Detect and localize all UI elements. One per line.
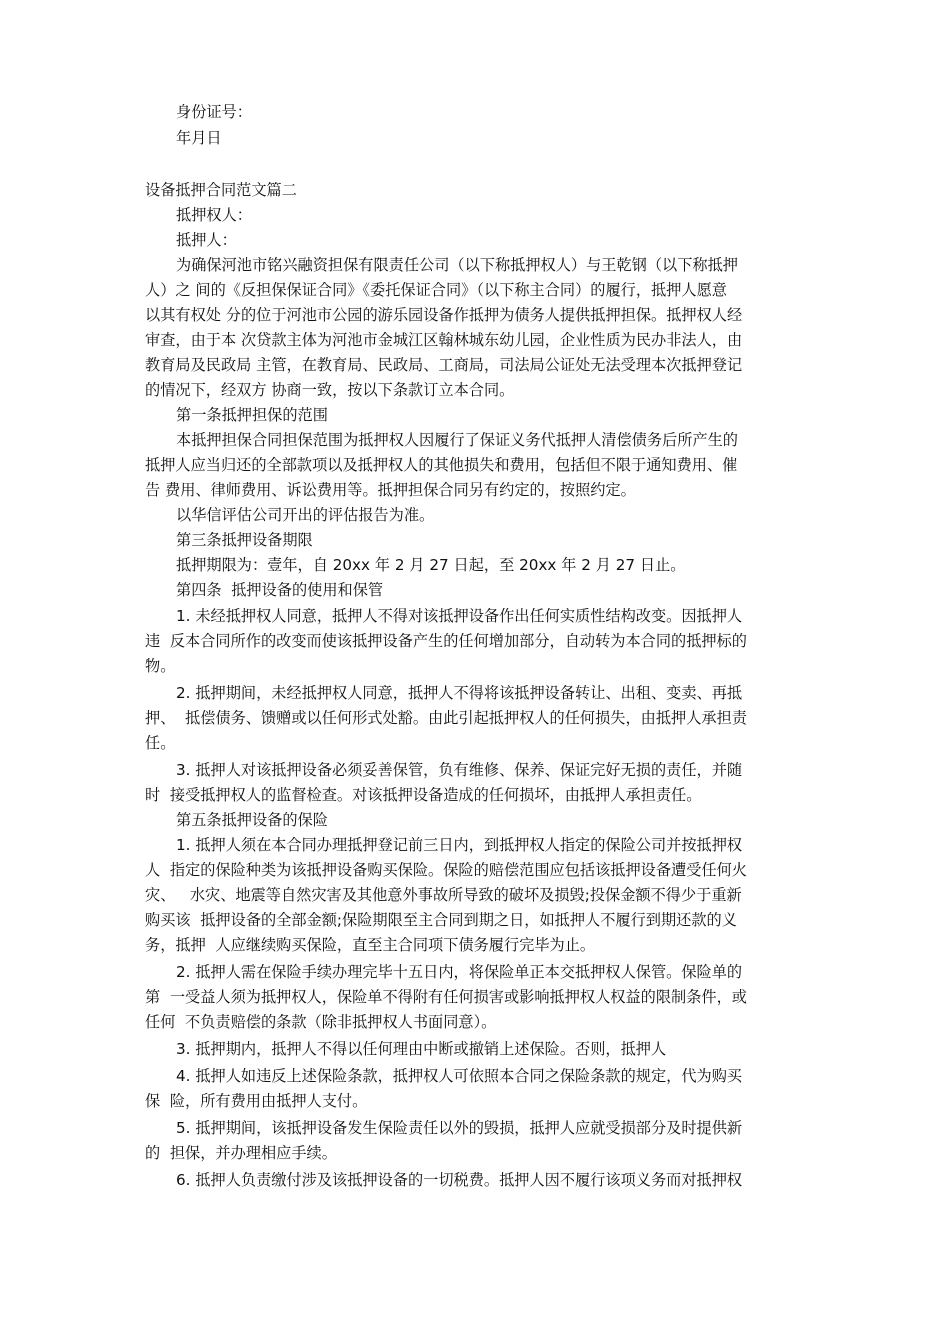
paragraph-line: 人 指定的保险种类为该抵押设备购买保险。保险的赔偿范围应包括该抵押设备遭受任何火: [145, 861, 747, 879]
list-item: 3. 抵押期内，抵押人不得以任何理由中断或撤销上述保险。否则，抵押人: [176, 1040, 667, 1058]
section-title: 设备抵押合同范文篇二: [145, 181, 297, 199]
paragraph-line: 以其有权处 分的位于河池市公园的游乐园设备作抵押为债务人提供抵押担保。抵押权人经: [145, 306, 743, 324]
paragraph-line: 务，抵押 人应继续购买保险，直至主合同项下债务履行完毕为止。: [145, 936, 596, 954]
mortgagee-label: 抵押权人：: [176, 206, 252, 224]
paragraph-line: 购买该 抵押设备的全部金额;保险期限至主合同到期之日，如抵押人不履行到期还款的义: [145, 911, 737, 929]
list-item: 5. 抵押期间，该抵押设备发生保险责任以外的毁损，抵押人应就受损部分及时提供新: [176, 1119, 743, 1137]
paragraph-line: 抵押期限为：壹年，自 20xx 年 2 月 27 日起，至 20xx 年 2 月 27 日止。: [176, 556, 686, 574]
list-item: 1. 未经抵押权人同意，抵押人不得对该抵押设备作出任何实质性结构改变。因抵押人: [176, 607, 743, 625]
paragraph-line: 任。: [145, 734, 176, 752]
list-item: 1. 抵押人须在本合同办理抵押登记前三日内，到抵押权人指定的保险公司并按抵押权: [176, 836, 743, 854]
paragraph-line: 的 担保，并办理相应手续。: [145, 1144, 337, 1162]
paragraph-line: 教育局及民政局 主管，在教育局、民政局、工商局，司法局公证处无法受理本次抵押登记: [145, 356, 743, 374]
paragraph-line: 保 险，所有费用由抵押人支付。: [145, 1092, 368, 1110]
paragraph-line: 物。: [145, 657, 176, 675]
paragraph-line: 时 接受抵押权人的监督检查。对该抵押设备造成的任何损坏，由抵押人承担责任。: [145, 786, 702, 804]
article-heading: 第一条抵押担保的范围: [176, 406, 328, 424]
article-heading: 第四条 抵押设备的使用和保管: [176, 581, 384, 599]
list-item: 2. 抵押期间，未经抵押权人同意，抵押人不得将该抵押设备转让、出租、变卖、再抵: [176, 684, 743, 702]
paragraph-line: 以华信评估公司开出的评估报告为准。: [176, 506, 435, 524]
paragraph-line: 违 反本合同所作的改变而使该抵押设备产生的任何增加部分，自动转为本合同的抵押标的: [145, 632, 747, 650]
paragraph-line: 告 费用、律师费用、诉讼费用等。抵押担保合同另有约定的，按照约定。: [145, 481, 636, 499]
list-item: 3. 抵押人对该抵押设备必须妥善保管，负有维修、保养、保证完好无损的责任，并随: [176, 761, 743, 779]
paragraph-line: 本抵押担保合同担保范围为抵押权人因履行了保证义务代抵押人清偿债务后所产生的: [176, 431, 738, 449]
paragraph-line: 审查，由于本 次贷款主体为河池市金城江区翰林城东幼儿园，企业性质为民办非法人，由: [145, 331, 743, 349]
paragraph-line: 第 一受益人须为抵押权人，保险单不得附有任何损害或影响抵押权人权益的限制条件，或: [145, 988, 747, 1006]
list-item: 2. 抵押人需在保险手续办理完毕十五日内，将保险单正本交抵押权人保管。保险单的: [176, 963, 743, 981]
paragraph-line: 抵押人应当归还的全部款项以及抵押权人的其他损失和费用，包括但不限于通知费用、催: [145, 456, 738, 474]
paragraph-line: 为确保河池市铭兴融资担保有限责任公司（以下称抵押权人）与王乾钢（以下称抵押: [176, 256, 738, 274]
paragraph-line: 人）之 间的《反担保保证合同》《委托保证合同》（以下称主合同）的履行，抵押人愿意: [145, 281, 727, 299]
article-heading: 第三条抵押设备期限: [176, 531, 313, 549]
paragraph-line: 灾、 水灾、地震等自然灾害及其他意外事故所导致的破坏及损毁;投保金额不得少于重新: [145, 886, 742, 904]
id-number-label: 身份证号：: [176, 103, 252, 121]
paragraph-line: 任何 不负责赔偿的条款（除非抵押权人书面同意）。: [145, 1013, 497, 1031]
date-label: 年月日: [176, 129, 222, 147]
list-item: 4. 抵押人如违反上述保险条款，抵押权人可依照本合同之保险条款的规定，代为购买: [176, 1067, 743, 1085]
article-heading: 第五条抵押设备的保险: [176, 811, 328, 829]
paragraph-line: 押、 抵偿债务、馈赠或以任何形式处豁。由此引起抵押权人的任何损失，由抵押人承担责: [145, 709, 747, 727]
mortgagor-label: 抵押人：: [176, 231, 237, 249]
paragraph-line: 的情况下，经双方 协商一致，按以下条款订立本合同。: [145, 381, 515, 399]
list-item: 6. 抵押人负责缴付涉及该抵押设备的一切税费。抵押人因不履行该项义务而对抵押权: [176, 1171, 743, 1189]
